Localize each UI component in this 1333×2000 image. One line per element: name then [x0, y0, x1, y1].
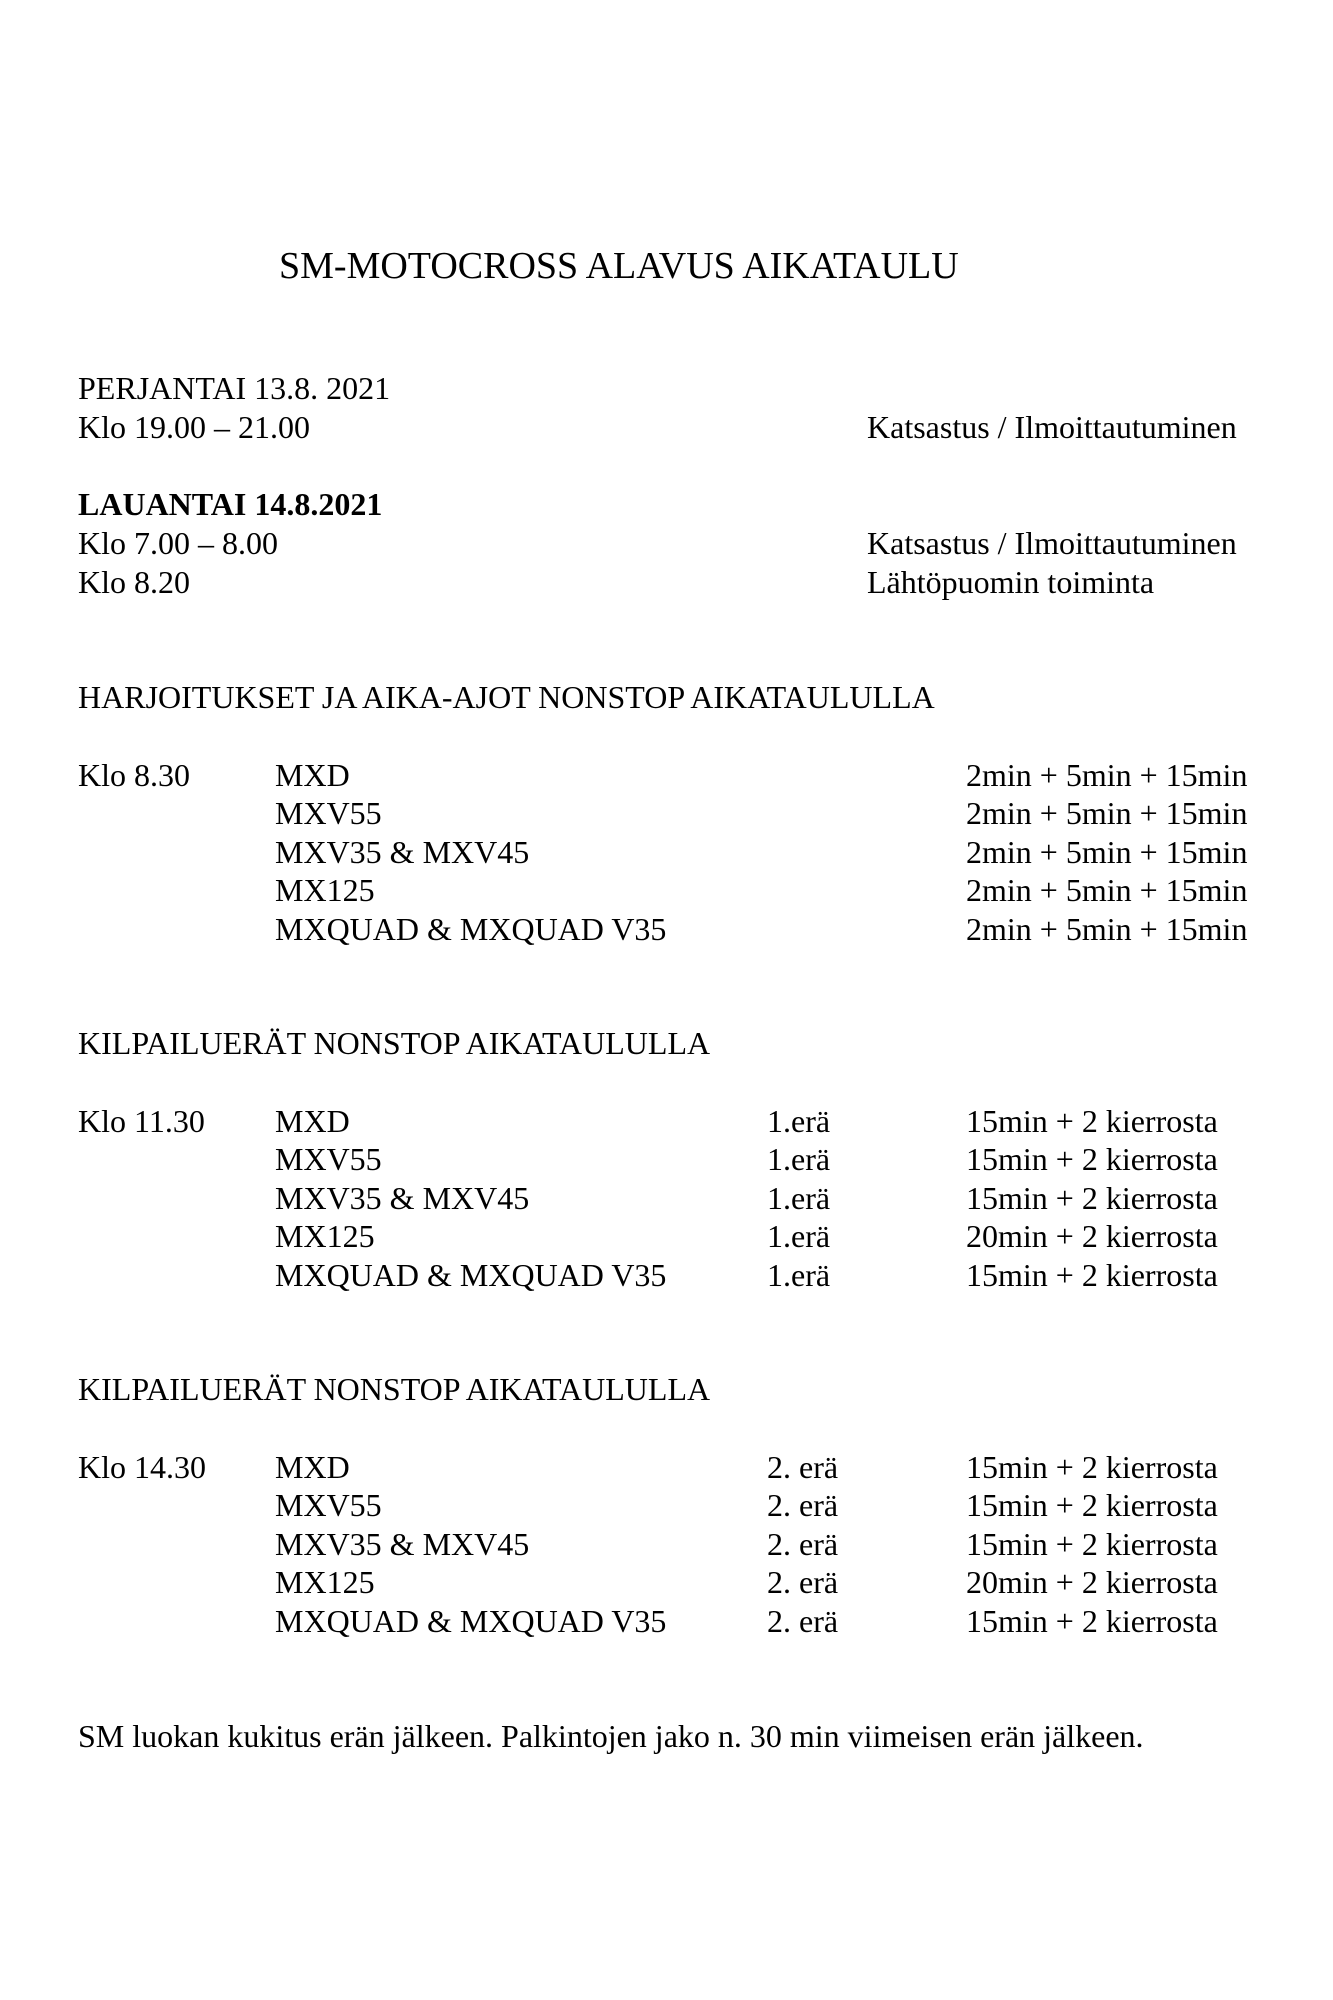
race2-heat: 2. erä [767, 1526, 839, 1562]
practice-class: MXV55 [275, 795, 382, 831]
race2-class: MXD [275, 1449, 350, 1485]
race2-heat: 2. erä [767, 1449, 839, 1485]
practice-duration: 2min + 5min + 15min [966, 911, 1248, 947]
race2-class: MXV55 [275, 1487, 382, 1523]
practice-class: MXD [275, 757, 350, 793]
race1-class: MXV55 [275, 1141, 382, 1177]
friday-time: Klo 19.00 – 21.00 [78, 409, 310, 445]
race1-heat: 1.erä [767, 1218, 831, 1254]
page-title: SM-MOTOCROSS ALAVUS AIKATAULU [279, 245, 959, 287]
race1-heat: 1.erä [767, 1180, 831, 1216]
practice-duration: 2min + 5min + 15min [966, 795, 1248, 831]
race1-heat: 1.erä [767, 1103, 831, 1139]
race2-duration: 15min + 2 kierrosta [966, 1487, 1218, 1523]
race1-time: Klo 11.30 [78, 1103, 205, 1139]
race1-duration: 15min + 2 kierrosta [966, 1180, 1218, 1216]
race1-duration: 15min + 2 kierrosta [966, 1103, 1218, 1139]
race1-heading: KILPAILUERÄT NONSTOP AIKATAULULLA [78, 1025, 711, 1061]
race1-class: MXD [275, 1103, 350, 1139]
race2-heat: 2. erä [767, 1487, 839, 1523]
saturday-activity-2: Lähtöpuomin toiminta [867, 564, 1155, 600]
practice-heading: HARJOITUKSET JA AIKA-AJOT NONSTOP AIKATAULULLA [78, 679, 935, 715]
friday-activity: Katsastus / Ilmoittautuminen [867, 409, 1237, 445]
race2-duration: 15min + 2 kierrosta [966, 1603, 1218, 1639]
race1-heat: 1.erä [767, 1257, 831, 1293]
race2-class: MXV35 & MXV45 [275, 1526, 530, 1562]
practice-duration: 2min + 5min + 15min [966, 834, 1248, 870]
race2-class: MXQUAD & MXQUAD V35 [275, 1603, 667, 1639]
race2-class: MX125 [275, 1564, 375, 1600]
race2-time: Klo 14.30 [78, 1449, 206, 1485]
race2-heading: KILPAILUERÄT NONSTOP AIKATAULULLA [78, 1371, 711, 1407]
race2-duration: 15min + 2 kierrosta [966, 1449, 1218, 1485]
race1-duration: 20min + 2 kierrosta [966, 1218, 1218, 1254]
friday-heading: PERJANTAI 13.8. 2021 [78, 370, 391, 406]
race1-duration: 15min + 2 kierrosta [966, 1141, 1218, 1177]
practice-duration: 2min + 5min + 15min [966, 757, 1248, 793]
saturday-time-1: Klo 7.00 – 8.00 [78, 525, 278, 561]
footer-note: SM luokan kukitus erän jälkeen. Palkintojen jako n. 30 min viimeisen erän jälkeen. [78, 1718, 1144, 1754]
race1-duration: 15min + 2 kierrosta [966, 1257, 1218, 1293]
race2-heat: 2. erä [767, 1564, 839, 1600]
practice-class: MXQUAD & MXQUAD V35 [275, 911, 667, 947]
saturday-heading: LAUANTAI 14.8.2021 [78, 486, 383, 522]
race1-class: MX125 [275, 1218, 375, 1254]
practice-time: Klo 8.30 [78, 757, 190, 793]
practice-class: MXV35 & MXV45 [275, 834, 530, 870]
race2-duration: 20min + 2 kierrosta [966, 1564, 1218, 1600]
saturday-time-2: Klo 8.20 [78, 564, 190, 600]
race2-heat: 2. erä [767, 1603, 839, 1639]
race1-heat: 1.erä [767, 1141, 831, 1177]
race1-class: MXV35 & MXV45 [275, 1180, 530, 1216]
practice-class: MX125 [275, 872, 375, 908]
practice-duration: 2min + 5min + 15min [966, 872, 1248, 908]
race2-duration: 15min + 2 kierrosta [966, 1526, 1218, 1562]
race1-class: MXQUAD & MXQUAD V35 [275, 1257, 667, 1293]
saturday-activity-1: Katsastus / Ilmoittautuminen [867, 525, 1237, 561]
